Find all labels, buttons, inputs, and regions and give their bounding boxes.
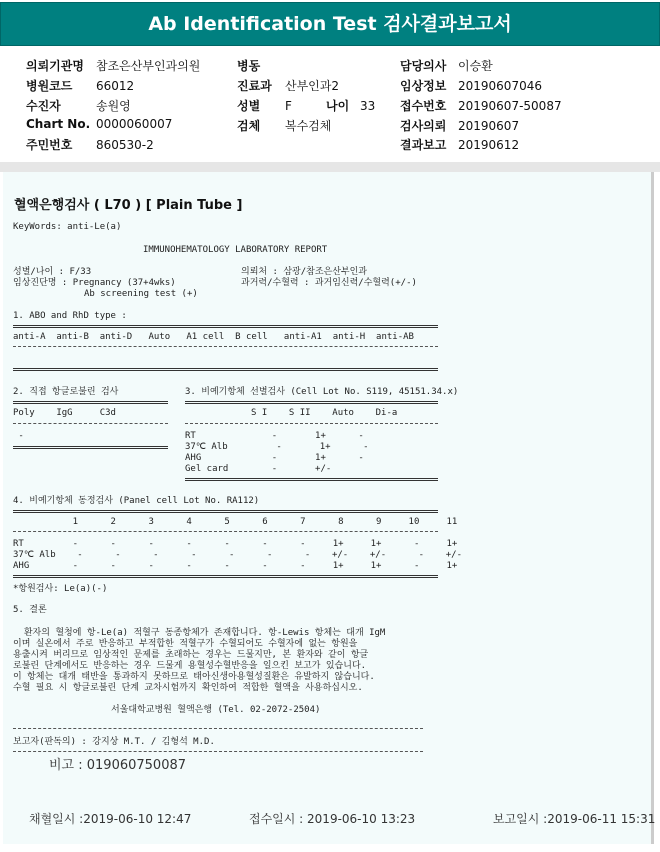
- rule-dashed: [13, 423, 168, 424]
- header-label: 주민번호: [26, 138, 73, 152]
- sex-age: 성별/나이 : F/33: [13, 267, 92, 277]
- antigen-result: *항원검사: Le(a)(-): [13, 584, 108, 594]
- rule-double: [185, 401, 438, 404]
- header-label: 진료과: [237, 79, 272, 93]
- header-label: 성별: [237, 99, 261, 113]
- collected-time: 채혈일시 :2019-06-10 12:47: [29, 812, 192, 826]
- report-body: [3, 172, 654, 844]
- header-ward: [237, 57, 285, 74]
- transfusion-history: 과거력/수혈력 : 과거임신력/수혈력(+/-): [241, 278, 417, 288]
- header-doctor: [400, 57, 493, 74]
- received-time: 접수일시 : 2019-06-10 13:23: [249, 812, 416, 826]
- hospital-contact: 서울대학교병원 혈액은행 (Tel. 02-2072-2504): [111, 705, 321, 715]
- header-value: 20190607: [458, 119, 520, 133]
- section4-title: 4. 비예기항체 동정검사 (Panel cell Lot No. RA112): [13, 496, 260, 506]
- section4-row: AHG - - - - - - - 1+ 1+ - 1+: [13, 561, 458, 571]
- header-label: 접수번호: [400, 99, 447, 113]
- header-label: 병원코드: [26, 79, 73, 93]
- header-value: 20190612: [458, 138, 520, 152]
- report-title: Ab Identification Test 검사결과보고서: [148, 13, 512, 35]
- reported-time: 보고일시 :2019-06-11 15:31: [493, 812, 656, 826]
- header-label: 결과보고: [400, 138, 447, 152]
- header-specimen: [237, 117, 331, 134]
- section3-row: RT - 1+ -: [185, 431, 364, 441]
- requester: 의뢰처 : 삼광/참조은산부인과: [241, 267, 368, 277]
- diagnosis-line2: Ab screening test (+): [84, 289, 198, 299]
- header-report-date: [400, 136, 519, 153]
- section3-row: Gel card - +/-: [185, 464, 332, 474]
- header-value: 송원영: [96, 99, 131, 113]
- header-value: F: [285, 99, 292, 113]
- section4-columns: 1 2 3 4 5 6 7 8 9 10 11: [13, 517, 458, 527]
- report-title-bar: [0, 2, 660, 46]
- header-department: [237, 77, 339, 94]
- header-value: 33: [360, 99, 376, 113]
- rule-double: [13, 401, 168, 404]
- header-clinical-info: [400, 77, 542, 94]
- rule-dashed: [185, 423, 438, 424]
- header-value: 산부인과2: [285, 79, 340, 93]
- section2-columns: Poly IgG C3d: [13, 408, 116, 418]
- rule-double: [13, 510, 438, 513]
- header-accession: [400, 97, 562, 114]
- header-label: 검사의뢰: [400, 119, 447, 133]
- rule-dashed: [13, 346, 438, 347]
- section3-row: 37℃ Alb - 1+ -: [185, 442, 369, 452]
- header-chart-no: [26, 117, 172, 131]
- lab-report-title: IMMUNOHEMATOLOGY LABORATORY REPORT: [143, 245, 328, 255]
- conclusion-line: 환자의 혈청에 항-Le(a) 적혈구 동종항체가 존재합니다. 항-Lewis 항체는 대개 IgM: [13, 628, 386, 638]
- header-label: 임상정보: [400, 79, 447, 93]
- header-hospital-code: [26, 77, 134, 94]
- rule-dashed: [13, 531, 438, 532]
- conclusion-line: 이 항체는 대개 태반을 통과하지 못하므로 태아신생아용혈성질환은 유발하지 않습니다.: [13, 672, 375, 682]
- header-label: 나이: [326, 99, 350, 113]
- section4-row: 37℃ Alb - - - - - - - +/- +/- - +/-: [13, 550, 463, 560]
- conclusion-line: 이며 실온에서 주로 반응하고 부적합한 적혈구가 수혈되어도 수혈자에 없는 항원을: [13, 639, 358, 649]
- header-resident-no: [26, 136, 154, 153]
- section2-title: 2. 직접 항글로불린 검사: [13, 387, 119, 397]
- header-value: 이승환: [458, 59, 493, 73]
- header-value: 0000060007: [96, 117, 173, 131]
- conclusion-line: 수혈 필요 시 항글로불린 단계 교차시험까지 확인하여 적합한 혈액을 사용하십시오.: [13, 683, 363, 693]
- header-label: 담당의사: [400, 59, 447, 73]
- section3-row: AHG - 1+ -: [185, 453, 364, 463]
- section5-title: 5. 결론: [13, 605, 47, 615]
- rule-double: [13, 325, 438, 328]
- rule-double: [13, 446, 168, 449]
- section3-columns: S I S II Auto Di-a: [251, 408, 398, 418]
- header-value: 20190607046: [458, 79, 542, 93]
- section2-value: -: [13, 431, 24, 441]
- reporter: 보고자(판독의) : 강지상 M.T. / 김형석 M.D.: [13, 737, 215, 747]
- header-label: 검체: [237, 119, 261, 133]
- rule-double: [185, 478, 438, 481]
- header-request-date: [400, 117, 519, 134]
- remark: 비고 : 019060750087: [49, 758, 187, 773]
- section1-title: 1. ABO and RhD type :: [13, 311, 127, 321]
- header-label: 수진자: [26, 99, 61, 113]
- section3-title: 3. 비예기항체 선별검사 (Cell Lot No. S119, 45151.34.x): [185, 387, 459, 397]
- section1-columns: anti-A anti-B anti-D Auto A1 cell B cell anti-A1 anti-H anti-AB: [13, 332, 414, 342]
- rule-double: [13, 575, 438, 578]
- header-value: 66012: [96, 79, 135, 93]
- header-sex: [237, 97, 292, 114]
- header-institution: [26, 57, 200, 74]
- conclusion-line: 로불린 단계에서도 반응하는 경우 드물게 용혈성수혈반응을 일으킨 보고가 있습니다.: [13, 661, 367, 671]
- header-value: 참조은산부인과의원: [96, 59, 201, 73]
- header-patient: [26, 97, 131, 114]
- rule-double: [13, 368, 438, 371]
- rule-dashed: [13, 728, 423, 729]
- header-value: 860530-2: [96, 138, 154, 152]
- header-value: 20190607-50087: [458, 99, 562, 113]
- header-label: 의뢰기관명: [26, 59, 84, 73]
- rule-dashed: [13, 751, 423, 752]
- keywords: KeyWords: anti-Le(a): [13, 222, 122, 232]
- header-label: Chart No.: [26, 117, 91, 131]
- header-label: 병동: [237, 59, 261, 73]
- section4-row: RT - - - - - - - 1+ 1+ - 1+: [13, 539, 458, 549]
- conclusion-line: 용출시켜 버리므로 임상적인 문제를 초래하는 경우는 드물지만, 본 환자와 같이 항글: [13, 650, 369, 660]
- diagnosis: 임상진단명 : Pregnancy (37+4wks): [13, 278, 176, 288]
- section-divider: [0, 162, 660, 172]
- report-heading: 혈액은행검사 ( L70 ) [ Plain Tube ]: [14, 198, 243, 213]
- header-age: [326, 97, 375, 114]
- header-value: 복수검체: [285, 119, 332, 133]
